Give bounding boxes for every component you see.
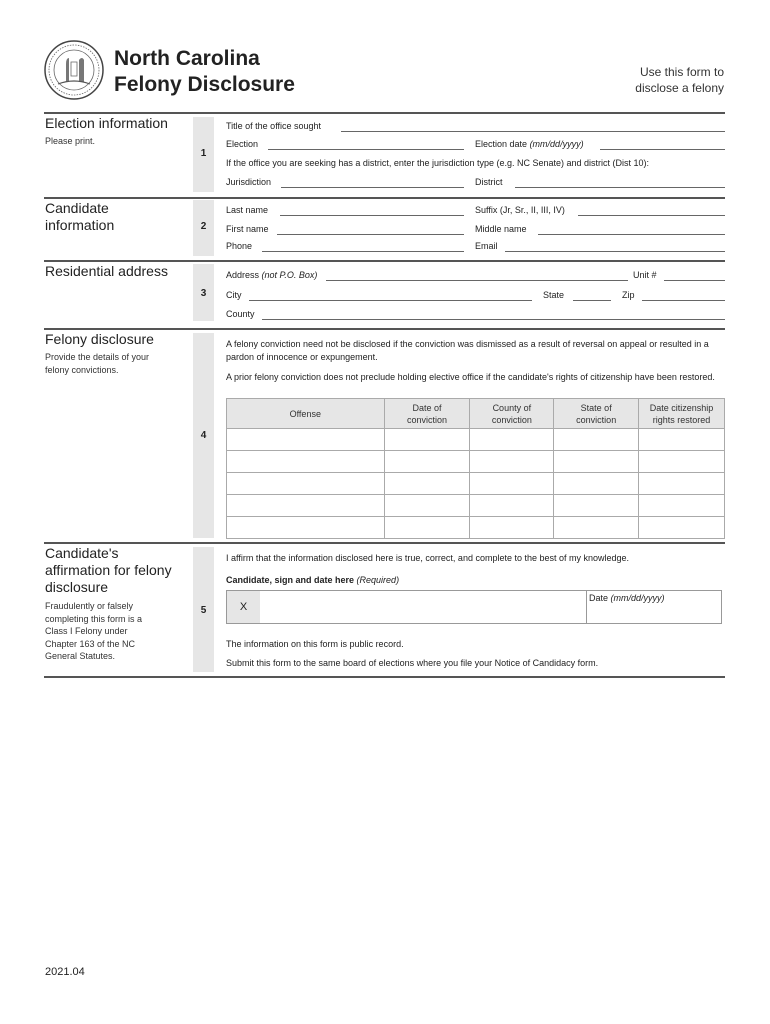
election-section-note: Please print. <box>45 136 96 146</box>
election-label: Election <box>226 139 259 149</box>
signature-label: Candidate, sign and date here (Required) <box>226 575 400 585</box>
election-date-label: Election date (mm/dd/yyyy) <box>475 139 584 149</box>
middle-name-field[interactable] <box>538 234 725 235</box>
address-section-title: Residential address <box>45 263 168 279</box>
section-number-bar <box>193 200 214 256</box>
zip-label: Zip <box>622 290 635 300</box>
phone-label: Phone <box>226 241 253 251</box>
table-row <box>227 495 725 517</box>
submission-instruction: Submit this form to the same board of elections where you file your Notice of Candidacy form. <box>226 658 599 668</box>
section-number: 1 <box>200 148 207 159</box>
election-date-field[interactable] <box>600 149 725 150</box>
suffix-field[interactable] <box>578 215 725 216</box>
felony-dismissal-note: A felony conviction need not be disclosed if the conviction was dismissed as a result of reversal on appeal or resulted in a pardon of innocence or expungement. <box>226 339 709 362</box>
table-cell[interactable] <box>554 517 639 539</box>
section-divider <box>44 676 725 678</box>
office-sought-field[interactable] <box>341 131 725 132</box>
table-cell[interactable] <box>639 495 725 517</box>
penalty-note-line-4: Chapter 163 of the NC <box>45 638 136 649</box>
table-cell[interactable] <box>639 517 725 539</box>
table-row <box>227 451 725 473</box>
office-sought-label: Title of the office sought <box>226 121 322 131</box>
signature-field[interactable] <box>261 591 585 623</box>
penalty-note-line-1: Fraudulently or falsely <box>45 601 134 611</box>
form-title <box>114 46 295 98</box>
penalty-note-line-2: completing this form is a <box>45 613 143 624</box>
last-name-field[interactable] <box>280 215 464 216</box>
signature-date-field[interactable] <box>589 603 719 623</box>
column-header-state-of-conviction: State of conviction <box>554 399 639 429</box>
section-number-bar <box>193 264 214 321</box>
last-name-label: Last name <box>226 205 269 215</box>
unit-label: Unit # <box>633 270 657 280</box>
city-label: City <box>226 290 242 300</box>
penalty-note-line-3: Class I Felony under <box>45 626 128 636</box>
felony-note-line-1: Provide the details of your <box>45 352 150 362</box>
first-name-label: First name <box>226 224 269 234</box>
table-cell[interactable] <box>554 451 639 473</box>
purpose-line-2: disclose a felony <box>635 81 724 95</box>
jurisdiction-label: Jurisdiction <box>226 177 272 187</box>
section-number: 2 <box>200 221 207 232</box>
table-cell[interactable] <box>384 473 470 495</box>
district-field[interactable] <box>515 187 725 188</box>
table-cell[interactable] <box>470 495 554 517</box>
candidate-title-line-1: Candidate <box>45 200 109 216</box>
district-label: District <box>475 177 503 187</box>
county-label: County <box>226 309 255 319</box>
table-cell[interactable] <box>639 429 725 451</box>
affirmation-title-line-1: Candidate's <box>45 545 119 561</box>
suffix-label: Suffix (Jr, Sr., II, III, IV) <box>475 205 565 215</box>
first-name-field[interactable] <box>277 234 464 235</box>
district-instruction: If the office you are seeking has a district, enter the jurisdiction type (e.g. NC Senate) and district (Dist 10): <box>226 158 650 168</box>
table-cell[interactable] <box>554 429 639 451</box>
affirmation-statement: I affirm that the information disclosed here is true, correct, and complete to the best of my knowledge. <box>226 553 630 563</box>
section-number-bar <box>193 117 214 192</box>
table-cell[interactable] <box>384 495 470 517</box>
felony-section-note <box>45 351 149 376</box>
column-header-offense: Offense <box>227 399 385 429</box>
state-label: State <box>543 290 565 300</box>
table-cell[interactable] <box>227 517 385 539</box>
email-field[interactable] <box>505 251 725 252</box>
table-cell[interactable] <box>227 495 385 517</box>
penalty-note-line-5: General Statutes. <box>45 651 116 661</box>
section-divider <box>44 112 725 114</box>
jurisdiction-field[interactable] <box>281 187 464 188</box>
section-number: 4 <box>200 430 207 441</box>
affirmation-penalty-note <box>45 600 142 663</box>
section-divider <box>44 542 725 544</box>
table-header-row <box>227 399 725 429</box>
signature-divider <box>586 591 587 623</box>
affirmation-title-line-3: disclosure <box>45 579 109 595</box>
column-header-county-of-conviction: County of conviction <box>470 399 554 429</box>
state-field[interactable] <box>573 300 611 301</box>
section-number: 5 <box>200 605 207 616</box>
nc-state-seal-logo <box>44 40 104 100</box>
table-cell[interactable] <box>384 517 470 539</box>
zip-field[interactable] <box>642 300 725 301</box>
email-label: Email <box>475 241 498 251</box>
table-row <box>227 517 725 539</box>
county-field[interactable] <box>262 319 725 320</box>
table-cell[interactable] <box>554 495 639 517</box>
section-divider <box>44 197 725 199</box>
form-purpose-note <box>584 64 724 96</box>
table-cell[interactable] <box>384 451 470 473</box>
table-cell[interactable] <box>227 473 385 495</box>
section-number-bar <box>193 547 214 672</box>
candidate-section-title <box>45 200 114 234</box>
middle-name-label: Middle name <box>475 224 527 234</box>
table-cell[interactable] <box>470 473 554 495</box>
felony-section-title: Felony disclosure <box>45 331 154 347</box>
public-record-note: The information on this form is public record. <box>226 639 404 649</box>
table-cell[interactable] <box>470 451 554 473</box>
table-cell[interactable] <box>639 473 725 495</box>
form-version: 2021.04 <box>45 966 85 978</box>
table-cell[interactable] <box>227 451 385 473</box>
signature-date-label: Date (mm/dd/yyyy) <box>589 593 665 603</box>
section-number: 3 <box>200 288 207 299</box>
signature-box <box>226 590 722 624</box>
table-cell[interactable] <box>554 473 639 495</box>
affirmation-title-line-2: affirmation for felony <box>45 562 172 578</box>
unit-field[interactable] <box>664 280 725 281</box>
election-section-title: Election information <box>45 115 168 131</box>
address-label: Address (not P.O. Box) <box>226 270 318 280</box>
table-cell[interactable] <box>470 517 554 539</box>
column-header-date-rights-restored: Date citizenship rights restored <box>639 399 725 429</box>
section-number-bar <box>193 333 214 538</box>
election-field[interactable] <box>268 149 464 150</box>
city-field[interactable] <box>249 300 532 301</box>
table-cell[interactable] <box>227 429 385 451</box>
signature-x-marker: X <box>227 591 260 623</box>
title-line-1: North Carolina <box>114 47 260 70</box>
felony-convictions-table <box>226 398 725 539</box>
affirmation-section-title <box>45 545 172 596</box>
felony-note-line-2: felony convictions. <box>45 364 119 375</box>
table-cell[interactable] <box>470 429 554 451</box>
address-field[interactable] <box>326 280 628 281</box>
table-cell[interactable] <box>384 429 470 451</box>
phone-field[interactable] <box>262 251 464 252</box>
table-row <box>227 429 725 451</box>
candidate-title-line-2: information <box>45 217 115 233</box>
title-line-2: Felony Disclosure <box>114 73 295 96</box>
purpose-line-1: Use this form to <box>639 65 724 79</box>
section-divider <box>44 260 725 262</box>
column-header-date-of-conviction: Date of conviction <box>384 399 470 429</box>
felony-restoration-note: A prior felony conviction does not preclude holding elective office if the candidate's rights of citizenship have been restored. <box>226 372 715 382</box>
section-divider <box>44 328 725 330</box>
table-cell[interactable] <box>639 451 725 473</box>
table-row <box>227 473 725 495</box>
